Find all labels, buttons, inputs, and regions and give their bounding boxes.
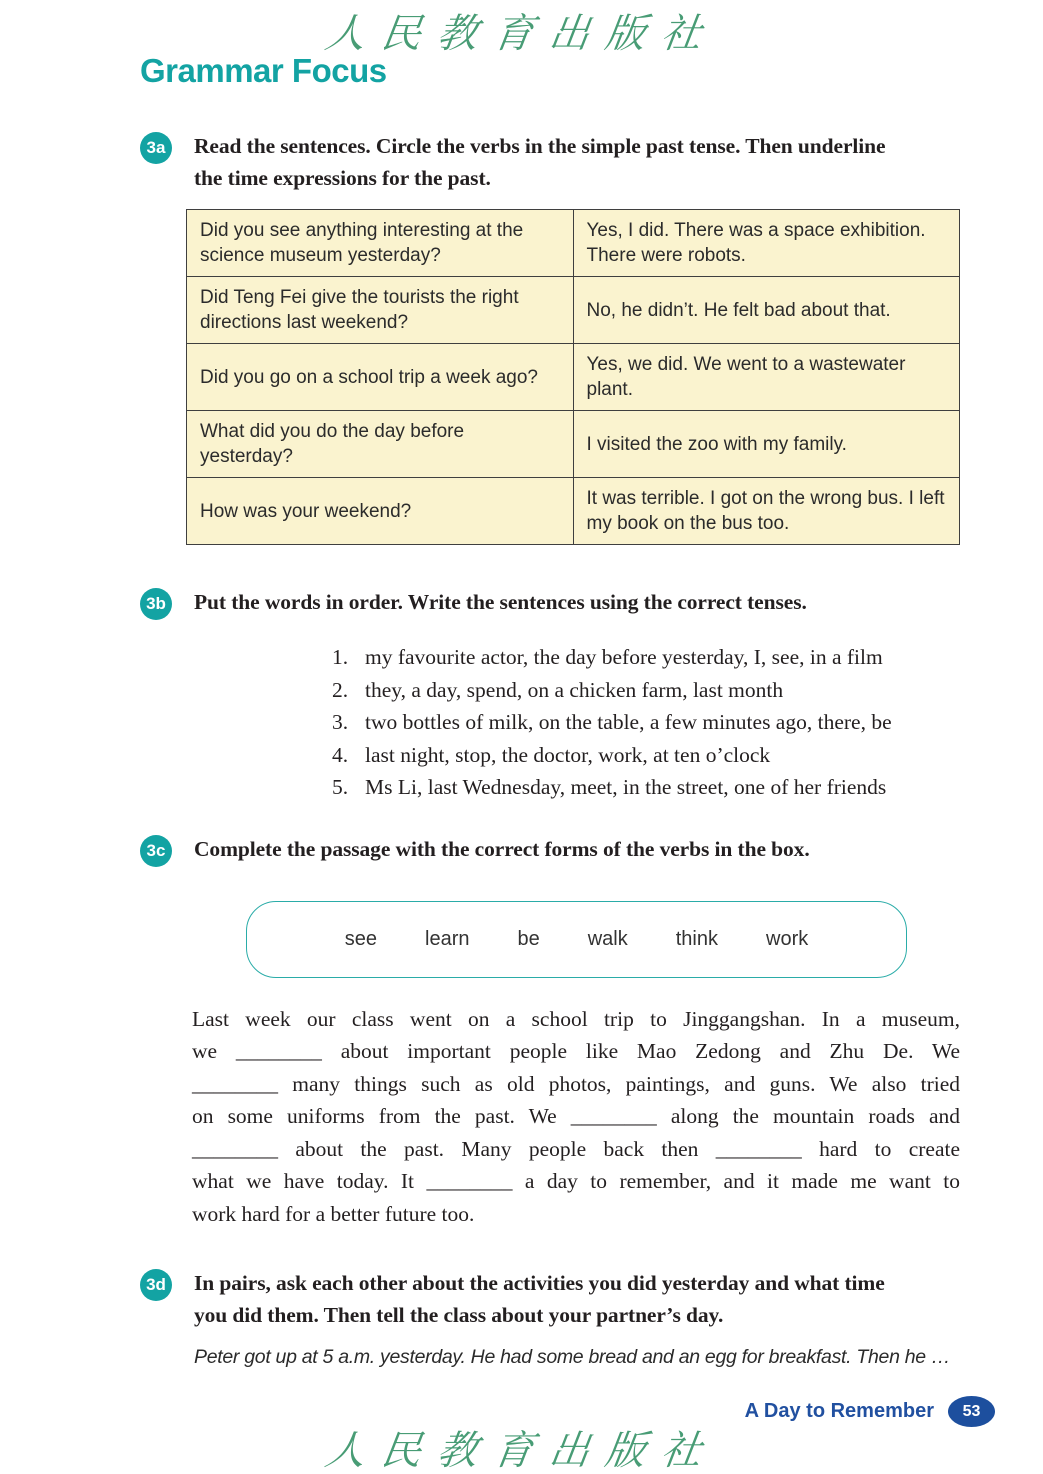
- word-order-list: [332, 641, 960, 804]
- item-text: my favourite actor, the day before yesterday, I, see, in a film: [365, 645, 883, 669]
- answer-cell: Yes, we did. We went to a wastewater plant.: [573, 344, 960, 411]
- passage-line: work hard for a better future too.: [192, 1201, 475, 1226]
- verb-word: learn: [425, 927, 470, 950]
- passage-line: ________ about the past. Many people back then ________ hard to create: [192, 1136, 960, 1161]
- question-cell: Did Teng Fei give the tourists the right directions last weekend?: [187, 277, 574, 344]
- item-number: 3.: [332, 710, 349, 734]
- passage-line: Last week our class went on a school trip to Jinggangshan. In a museum,: [192, 1006, 960, 1031]
- example-sentence: Peter got up at 5 a.m. yesterday. He had some bread and an egg for breakfast. Then he …: [194, 1346, 951, 1368]
- verb-word: see: [344, 927, 377, 950]
- passage-line: ________ many things such as old photos, paintings, and guns. We also tried: [192, 1071, 960, 1096]
- table-row: [187, 478, 960, 545]
- instruction-line: you did them. Then tell the class about your partner’s day.: [194, 1303, 724, 1327]
- question-cell: Did you go on a school trip a week ago?: [187, 344, 574, 411]
- passage-line: on some uniforms from the past. We ________ along the mountain roads and: [192, 1104, 960, 1128]
- answer-cell: I visited the zoo with my family.: [573, 411, 960, 478]
- activity-3d-badge: 3d: [140, 1269, 172, 1301]
- item-number: 1.: [332, 645, 349, 669]
- activity-3d: [140, 1267, 960, 1331]
- activity-3a-badge: 3a: [140, 132, 172, 164]
- question-cell: Did you see anything interesting at the science museum yesterday?: [187, 210, 574, 277]
- table-row: [187, 277, 960, 344]
- activity-3a-instruction: [194, 130, 885, 194]
- passage-line: we ________ about important people like Mao Zedong and Zhu De. We: [192, 1039, 960, 1063]
- list-item: [332, 674, 960, 707]
- passage-line: what we have today. It ________ a day to remember, and it made me want to: [192, 1169, 960, 1193]
- publisher-watermark-bottom: 人民教育出版社: [321, 1428, 721, 1474]
- activity-3b-badge: 3b: [140, 588, 172, 620]
- activity-3a: [140, 130, 960, 194]
- activity-3c-instruction: Complete the passage with the correct forms of the verbs in the box.: [194, 836, 810, 861]
- table-row: [187, 344, 960, 411]
- item-number: 5.: [332, 775, 349, 799]
- answer-cell: Yes, I did. There was a space exhibition. There were robots.: [573, 210, 960, 277]
- item-text: last night, stop, the doctor, work, at ten o’clock: [365, 742, 771, 767]
- list-item: [332, 641, 960, 674]
- verb-word: be: [517, 927, 540, 950]
- page-footer: [745, 1396, 995, 1427]
- cloze-passage: [192, 1003, 960, 1231]
- item-text: two bottles of milk, on the table, a few minutes ago, there, be: [365, 710, 892, 734]
- question-cell: What did you do the day before yesterday?: [187, 411, 574, 478]
- answer-cell: It was terrible. I got on the wrong bus. I left my book on the bus too.: [573, 478, 960, 545]
- question-cell: How was your weekend?: [187, 478, 574, 545]
- item-text: they, a day, spend, on a chicken farm, last month: [365, 677, 784, 702]
- instruction-line: Read the sentences. Circle the verbs in the simple past tense. Then underline: [194, 134, 886, 158]
- activity-3c: [140, 833, 960, 867]
- publisher-watermark-top: 人民教育出版社: [321, 11, 721, 57]
- list-item: [332, 771, 960, 804]
- page-title: Grammar Focus: [140, 52, 387, 89]
- verb-word: work: [766, 927, 809, 950]
- instruction-line: In pairs, ask each other about the activities you did yesterday and what time: [194, 1271, 885, 1295]
- verb-box: [246, 901, 907, 978]
- list-item: [332, 706, 960, 739]
- table-row: [187, 411, 960, 478]
- activity-3d-instruction: [194, 1267, 885, 1331]
- unit-title: A Day to Remember: [744, 1400, 934, 1422]
- table-row: [187, 210, 960, 277]
- activity-3c-badge: 3c: [140, 835, 172, 867]
- activity-3b: [140, 586, 960, 620]
- answer-cell: No, he didn’t. He felt bad about that.: [573, 277, 960, 344]
- activity-3b-instruction: Put the words in order. Write the sentences using the correct tenses.: [194, 590, 807, 614]
- page-number-badge: 53: [948, 1396, 995, 1427]
- item-number: 4.: [332, 742, 349, 767]
- qa-table: [186, 209, 960, 545]
- verb-word: think: [675, 927, 718, 950]
- item-text: Ms Li, last Wednesday, meet, in the street, one of her friends: [365, 775, 887, 799]
- item-number: 2.: [332, 677, 349, 702]
- instruction-line: the time expressions for the past.: [194, 166, 491, 190]
- list-item: [332, 739, 960, 772]
- verb-word: walk: [587, 927, 628, 950]
